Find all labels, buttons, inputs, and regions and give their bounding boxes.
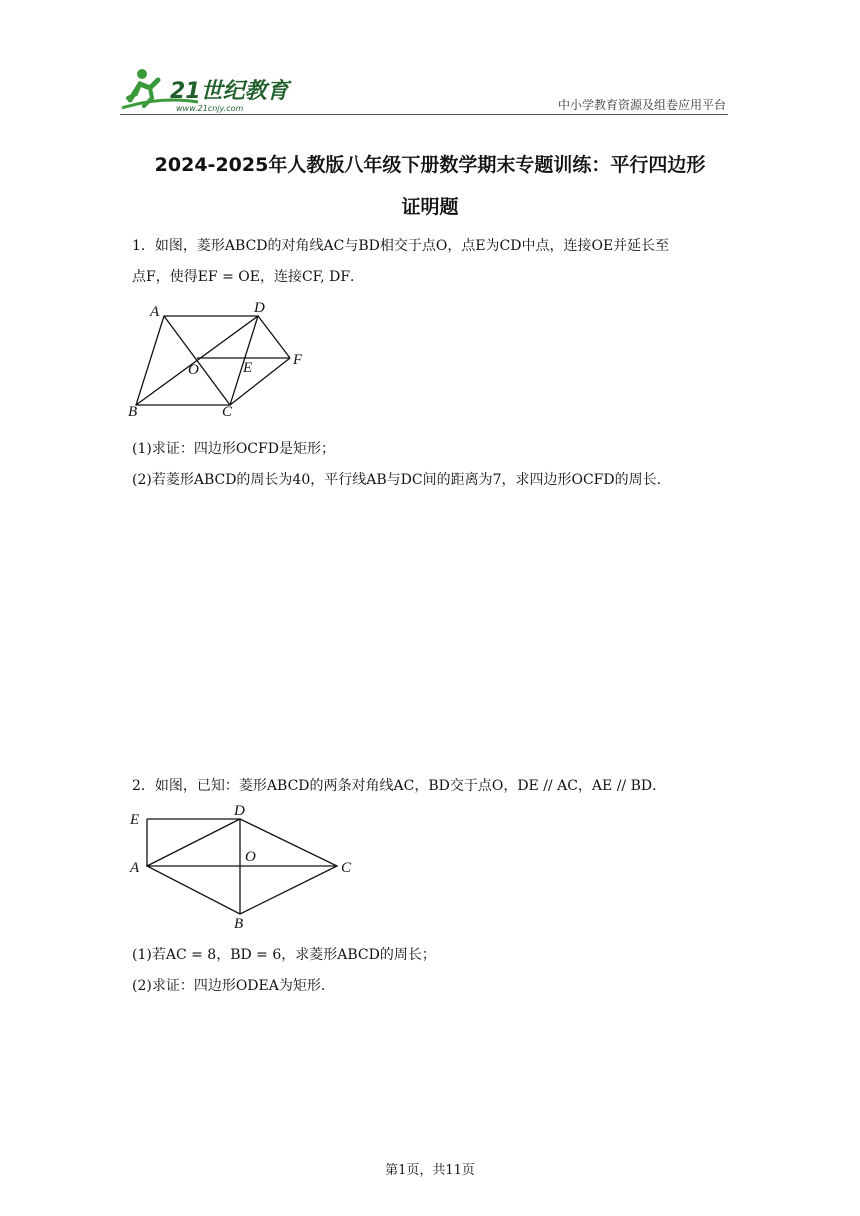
- q1-label-b: B: [128, 404, 138, 420]
- header-divider: [120, 114, 728, 115]
- svg-text:www.21cnjy.com: www.21cnjy.com: [176, 104, 244, 113]
- q1-label-f: F: [293, 352, 303, 368]
- q2-label-d: D: [234, 803, 245, 819]
- q1-segment-cf: [230, 358, 290, 405]
- q1-stem-line1: 1．如图，菱形ABCD的对角线AC与BD相交于点O，点E为CD中点，连接OE并延长至: [132, 238, 670, 254]
- page-title: 2024-2025年人教版八年级下册数学期末专题训练：平行四边形: [154, 154, 706, 176]
- q2-label-o: O: [245, 849, 256, 865]
- q1-label-e: E: [243, 360, 253, 376]
- q1-part1: (1)求证：四边形OCFD是矩形；: [132, 441, 335, 457]
- page-subtitle: 证明题: [401, 196, 459, 218]
- platform-name: 中小学教育资源及组卷应用平台: [557, 98, 726, 112]
- page-header: [120, 62, 728, 118]
- q1-segment-df: [258, 316, 290, 358]
- q1-label-c: C: [222, 404, 233, 420]
- q2-label-b: B: [234, 916, 244, 932]
- q2-part1: (1)若AC = 8，BD = 6，求菱形ABCD的周长；: [132, 947, 436, 963]
- q1-label-d: D: [254, 300, 265, 316]
- q1-stem-line2: 点F，使得EF = OE，连接CF, DF．: [132, 269, 365, 285]
- q2-stem: 2．如图，已知：菱形ABCD的两条对角线AC，BD交于点O，DE // AC，AE // BD．: [132, 778, 667, 794]
- q1-figure: [126, 296, 336, 420]
- q1-diagonal-bd: [136, 316, 258, 405]
- q1-part2: (2)若菱形ABCD的周长为40，平行线AB与DC间的距离为7，求四边形OCFD的周长.: [132, 472, 662, 488]
- q2-label-a: A: [130, 860, 140, 876]
- q2-figure: [126, 798, 362, 932]
- q1-label-a: A: [150, 304, 160, 320]
- q2-label-c: C: [341, 860, 352, 876]
- q1-label-o: O: [188, 362, 199, 378]
- q2-label-e: E: [130, 812, 140, 828]
- svg-text:21世纪教育: 21世纪教育: [170, 79, 289, 104]
- q2-part2: (2)求证：四边形ODEA为矩形.: [132, 978, 326, 994]
- 21cnjy-logo: [120, 62, 295, 114]
- page-number: 第1页，共11页: [385, 1163, 475, 1178]
